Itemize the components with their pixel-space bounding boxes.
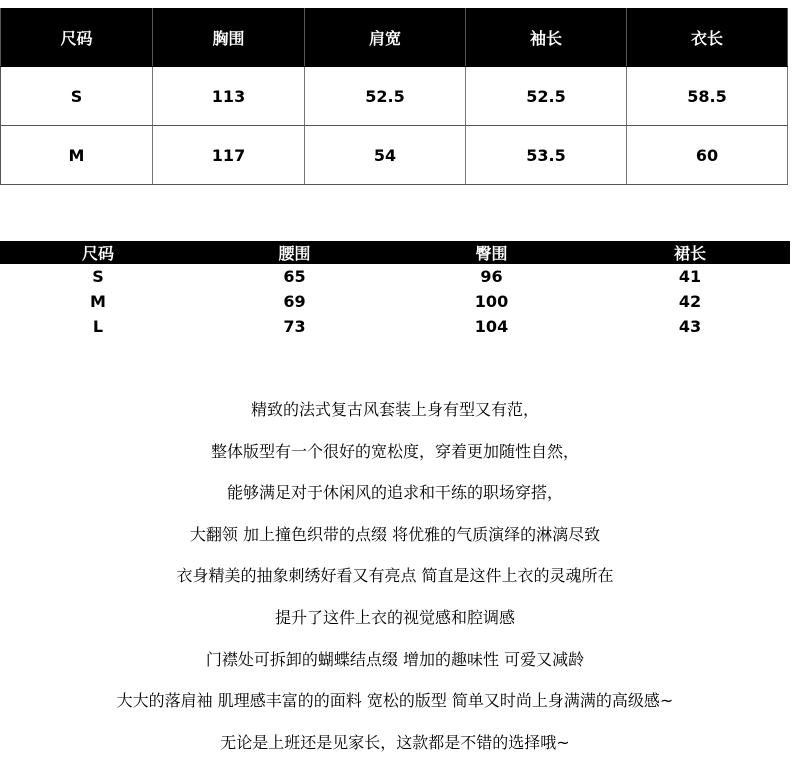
table-cell: S <box>92 267 104 286</box>
table-cell: 43 <box>678 317 702 336</box>
description-line: 精致的法式复古风套装上身有型又有范， <box>250 400 539 419</box>
description-line: 衣身精美的抽象刺绣好看又有亮点 简直是这件上衣的灵魂所在 <box>176 566 614 586</box>
description-line: 整体版型有一个很好的宽松度，穿着更加随性自然， <box>210 441 579 461</box>
description-line: 能够满足对于休闲风的追求和干练的职场穿搭， <box>226 483 563 503</box>
table-cell: 60 <box>627 126 788 184</box>
description-line: 大翻领 加上撞色织带的点缀 将优雅的气质演绎的淋漓尽致 <box>189 524 601 544</box>
product-description <box>0 396 790 770</box>
table-header-row <box>0 8 788 67</box>
table-header-row <box>0 241 790 264</box>
table-cell: M <box>90 292 106 311</box>
skirt-size-table <box>0 241 790 339</box>
table-cell: 113 <box>153 67 305 125</box>
table-cell: 41 <box>678 267 702 286</box>
header-skirt-length: 裙长 <box>673 244 706 263</box>
table-cell: L <box>92 317 104 336</box>
description-line: 无论是上班还是见家长，这款都是不错的选择哦~ <box>220 732 570 752</box>
table-row <box>0 67 788 126</box>
table-cell: 65 <box>283 267 306 286</box>
header-size: 尺码 <box>81 244 114 263</box>
table-row <box>0 126 788 185</box>
table-cell: S <box>0 67 153 125</box>
header-hip: 臀围 <box>475 244 508 263</box>
table-cell: 42 <box>678 292 702 311</box>
table-cell: 100 <box>474 292 509 311</box>
table-cell: 73 <box>283 317 306 336</box>
table-cell: 52.5 <box>305 67 466 125</box>
description-line: 大大的落肩袖 肌理感丰富的的面料 宽松的版型 简单又时尚上身满满的高级感~ <box>116 691 674 711</box>
header-shoulder: 肩宽 <box>305 8 466 66</box>
table-cell: 52.5 <box>466 67 627 125</box>
table-row <box>0 289 790 314</box>
header-sleeve: 袖长 <box>466 8 627 66</box>
description-line: 门襟处可拆卸的蝴蝶结点缀 增加的趣味性 可爱又减龄 <box>205 649 585 669</box>
table-cell: 117 <box>153 126 305 184</box>
table-cell: 58.5 <box>627 67 788 125</box>
header-size: 尺码 <box>0 8 153 66</box>
table-cell: 96 <box>480 267 503 286</box>
table-row <box>0 314 790 339</box>
table-cell: 53.5 <box>466 126 627 184</box>
table-cell: 104 <box>474 317 509 336</box>
table-cell: 69 <box>283 292 306 311</box>
description-line: 提升了这件上衣的视觉感和腔调感 <box>274 607 515 627</box>
table-cell: M <box>0 126 153 184</box>
header-length: 衣长 <box>627 8 788 66</box>
table-row <box>0 264 790 289</box>
header-waist: 腰围 <box>278 244 311 263</box>
header-chest: 胸围 <box>153 8 305 66</box>
table-cell: 54 <box>305 126 466 184</box>
top-size-table <box>0 8 788 185</box>
